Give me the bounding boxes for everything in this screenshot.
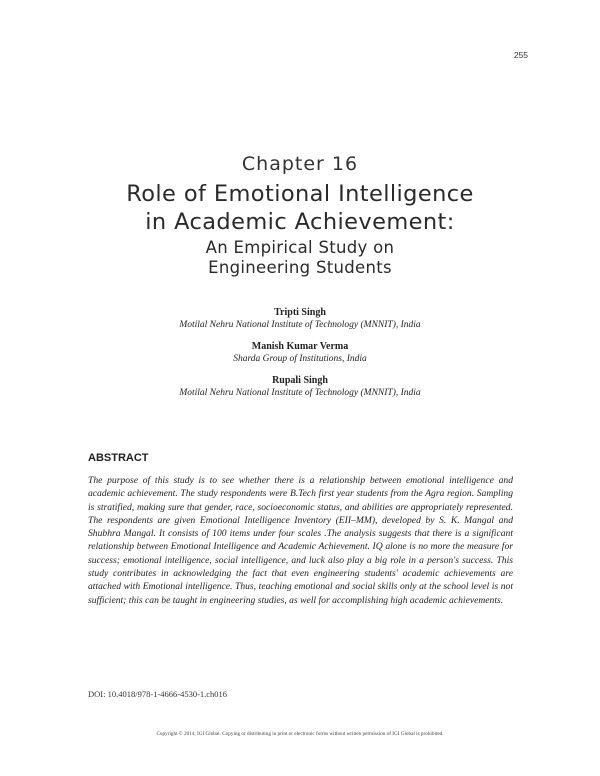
author-list	[0, 306, 600, 408]
author-affiliation: Motilal Nehru National Institute of Technology (MNNIT), India	[179, 388, 421, 398]
chapter-title-line: Role of Emotional Intelligence	[126, 181, 474, 207]
chapter-title-line: in Academic Achievement:	[145, 209, 455, 235]
chapter-subtitle	[0, 238, 600, 278]
doi-line: DOI: 10.4018/978-1-4666-4530-1.ch016	[88, 689, 228, 699]
author-affiliation: Motilal Nehru National Institute of Technology (MNNIT), India	[179, 320, 421, 330]
copyright-notice: Copyright © 2014, IGI Global. Copying or distributing in print or electronic forms without written permission of IGI Global is prohibited.	[156, 731, 444, 737]
author-affiliation: Sharda Group of Institutions, India	[233, 354, 367, 364]
author-name: Manish Kumar Verma	[251, 341, 349, 352]
author-name: Rupali Singh	[272, 375, 328, 386]
author-name: Tripti Singh	[274, 307, 326, 318]
author-block	[0, 374, 600, 399]
chapter-subtitle-line: An Empirical Study on	[205, 238, 395, 257]
abstract-text: The purpose of this study is to see whether there is a relationship between emotional intelligence and academic achievement. The study respondents were B.Tech first year students from the Agra region. Sampling is stratified, making sure that gender, race, socioeconomic status, and abilities are appropriately represented. The respondents are given Emotional Intelligence Inventory (EII–MM), developed by S. K. Mangal and Shubhra Mangal. It consists of 100 items under four scales .The analysis suggests that there is a significant relationship between Emotional Intelligence and Academic Achievement. IQ alone is no more the measure for success; emotional intelligence, social intelligence, and luck also play a big role in a person's success. This study contributes in acknowledging the fact that even engineering students' academic achievements are attached with Emotional intelligence. Thus, teaching emotional and social skills only at the school level is not sufficient; this can be taught in engineering studies, as well for accomplishing high academic achievements.	[88, 475, 513, 606]
chapter-subtitle-line: Engineering Students	[208, 258, 392, 277]
chapter-title	[0, 180, 600, 236]
author-block	[0, 306, 600, 331]
page-number: 255	[513, 50, 528, 60]
author-block	[0, 340, 600, 365]
abstract-heading: ABSTRACT	[88, 452, 149, 464]
chapter-label: Chapter 16	[241, 153, 359, 175]
